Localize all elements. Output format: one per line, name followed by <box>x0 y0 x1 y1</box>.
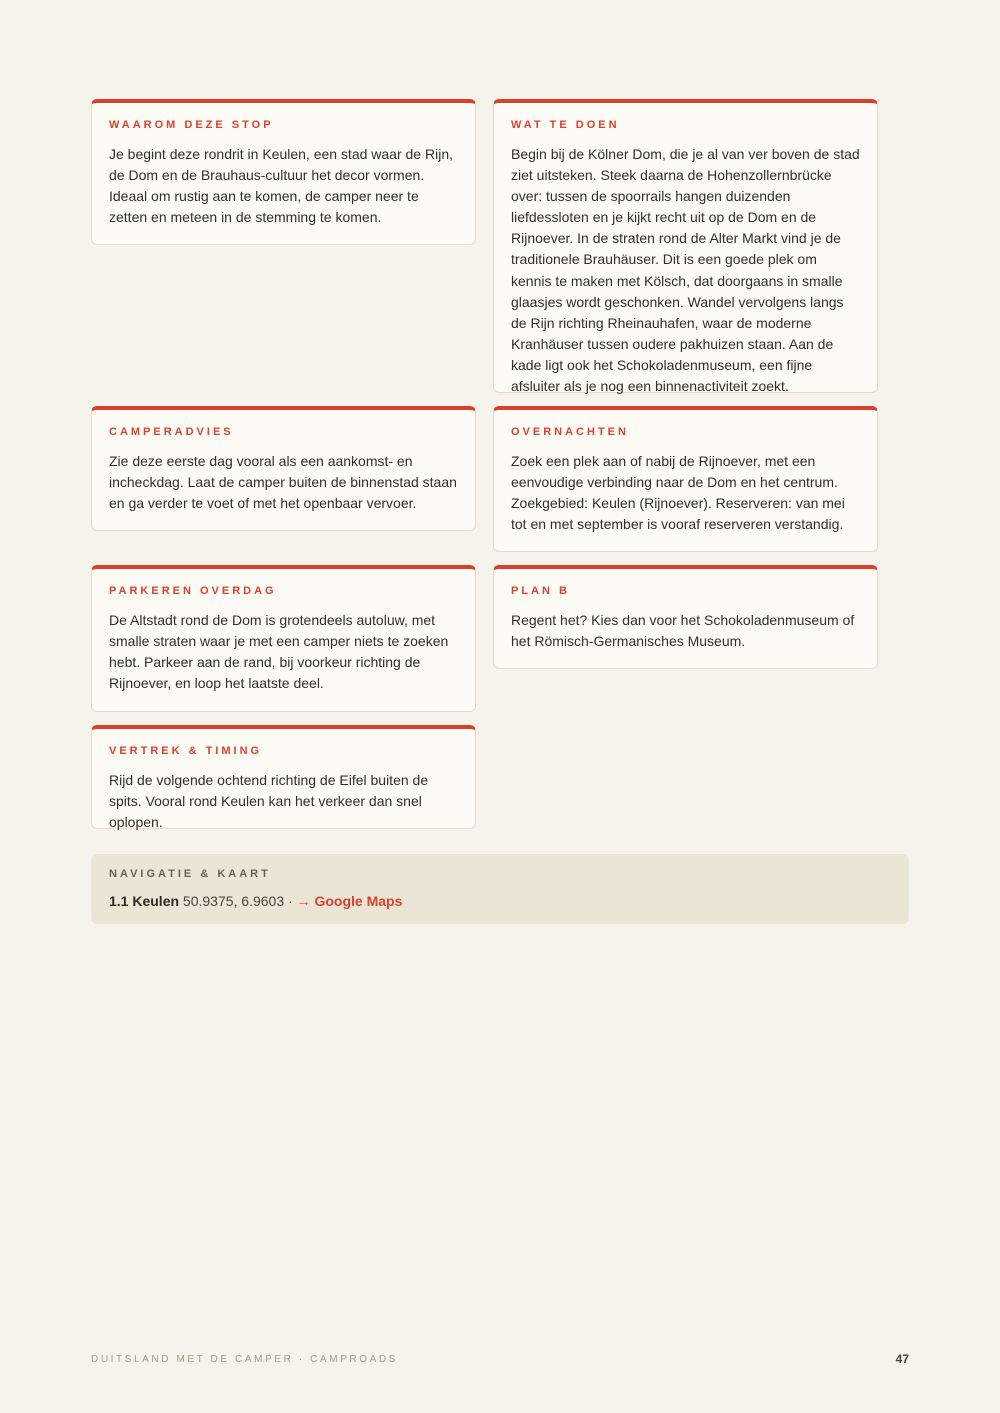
navigation-entry <box>109 891 891 911</box>
coordinates: 50.9375, 6.9603 · <box>182 893 293 909</box>
card-body: Begin bij de Kölner Dom, die je al van ver boven de stad ziet uitsteken. Steek daarna de Hohenzollernbrücke over: tussen de spoorrails hangen duizenden liefdessloten en je kijkt recht uit op de Dom en de Rijnoever. In de straten rond de Alter Markt vind je de traditionele Brauhäuser. Dit is een goede plek om kennis te maken met Kölsch, dat doorgaans in smalle glaasjes wordt geschonken. Wandel vervolgens langs de Rijn richting Rheinauhafen, waar de moderne Kranhäuser tussen oudere pakhuizen staan. Aan de kade ligt ook het Schokoladenmuseum, een fijne afsluiter als je nog een binnenactiviteit zoekt. <box>511 146 860 395</box>
card-body: Zie deze eerste dag vooral als een aankomst- en incheckdag. Laat de camper buiten de binnenstad staan en ga verder te voet of met het openbaar vervoer. <box>109 453 457 512</box>
navigation-panel <box>91 854 909 924</box>
card-overnight <box>493 406 878 552</box>
navigation-title: NAVIGATIE & KAART <box>109 868 271 880</box>
card-title: VERTREK & TIMING <box>109 745 263 757</box>
card-departure-timing <box>91 725 476 829</box>
card-body: Regent het? Kies dan voor het Schokoladenmuseum of het Römisch-Germanisches Museum. <box>511 612 855 650</box>
card-what-to-do <box>493 99 878 393</box>
card-body: Rijd de volgende ochtend richting de Eifel buiten de spits. Vooral rond Keulen kan het verkeer dan snel oplopen. <box>109 772 429 831</box>
card-daytime-parking <box>91 565 476 712</box>
stop-label: 1.1 Keulen <box>109 893 180 909</box>
footer-publication-title: DUITSLAND MET DE CAMPER · CAMPROADS <box>91 1354 398 1365</box>
card-body: De Altstadt rond de Dom is grotendeels autoluw, met smalle straten waar je met een camper niets te zoeken hebt. Parkeer aan de rand, bij voorkeur richting de Rijnoever, en loop het laatste deel. <box>109 612 449 692</box>
card-title: OVERNACHTEN <box>511 426 629 438</box>
card-title: PLAN B <box>511 585 570 597</box>
card-why-this-stop <box>91 99 476 245</box>
google-maps-link[interactable]: → Google Maps <box>296 893 403 909</box>
card-title: WAT TE DOEN <box>511 119 620 131</box>
card-body: Zoek een plek aan of nabij de Rijnoever, met een eenvoudige verbinding naar de Dom en het centrum. Zoekgebied: Keulen (Rijnoever). Reserveren: van mei tot en met september is vooraf reserveren verstandig. <box>511 453 845 533</box>
card-title: CAMPERADVIES <box>109 426 234 438</box>
page-number: 47 <box>895 1352 909 1366</box>
card-title: WAAROM DEZE STOP <box>109 119 274 131</box>
card-title: PARKEREN OVERDAG <box>109 585 277 597</box>
card-body: Je begint deze rondrit in Keulen, een stad waar de Rijn, de Dom en de Brauhaus-cultuur het decor vormen. Ideaal om rustig aan te komen, de camper neer te zetten en meteen in de stemming te komen. <box>109 146 453 226</box>
card-plan-b <box>493 565 878 669</box>
card-camper-advice <box>91 406 476 531</box>
